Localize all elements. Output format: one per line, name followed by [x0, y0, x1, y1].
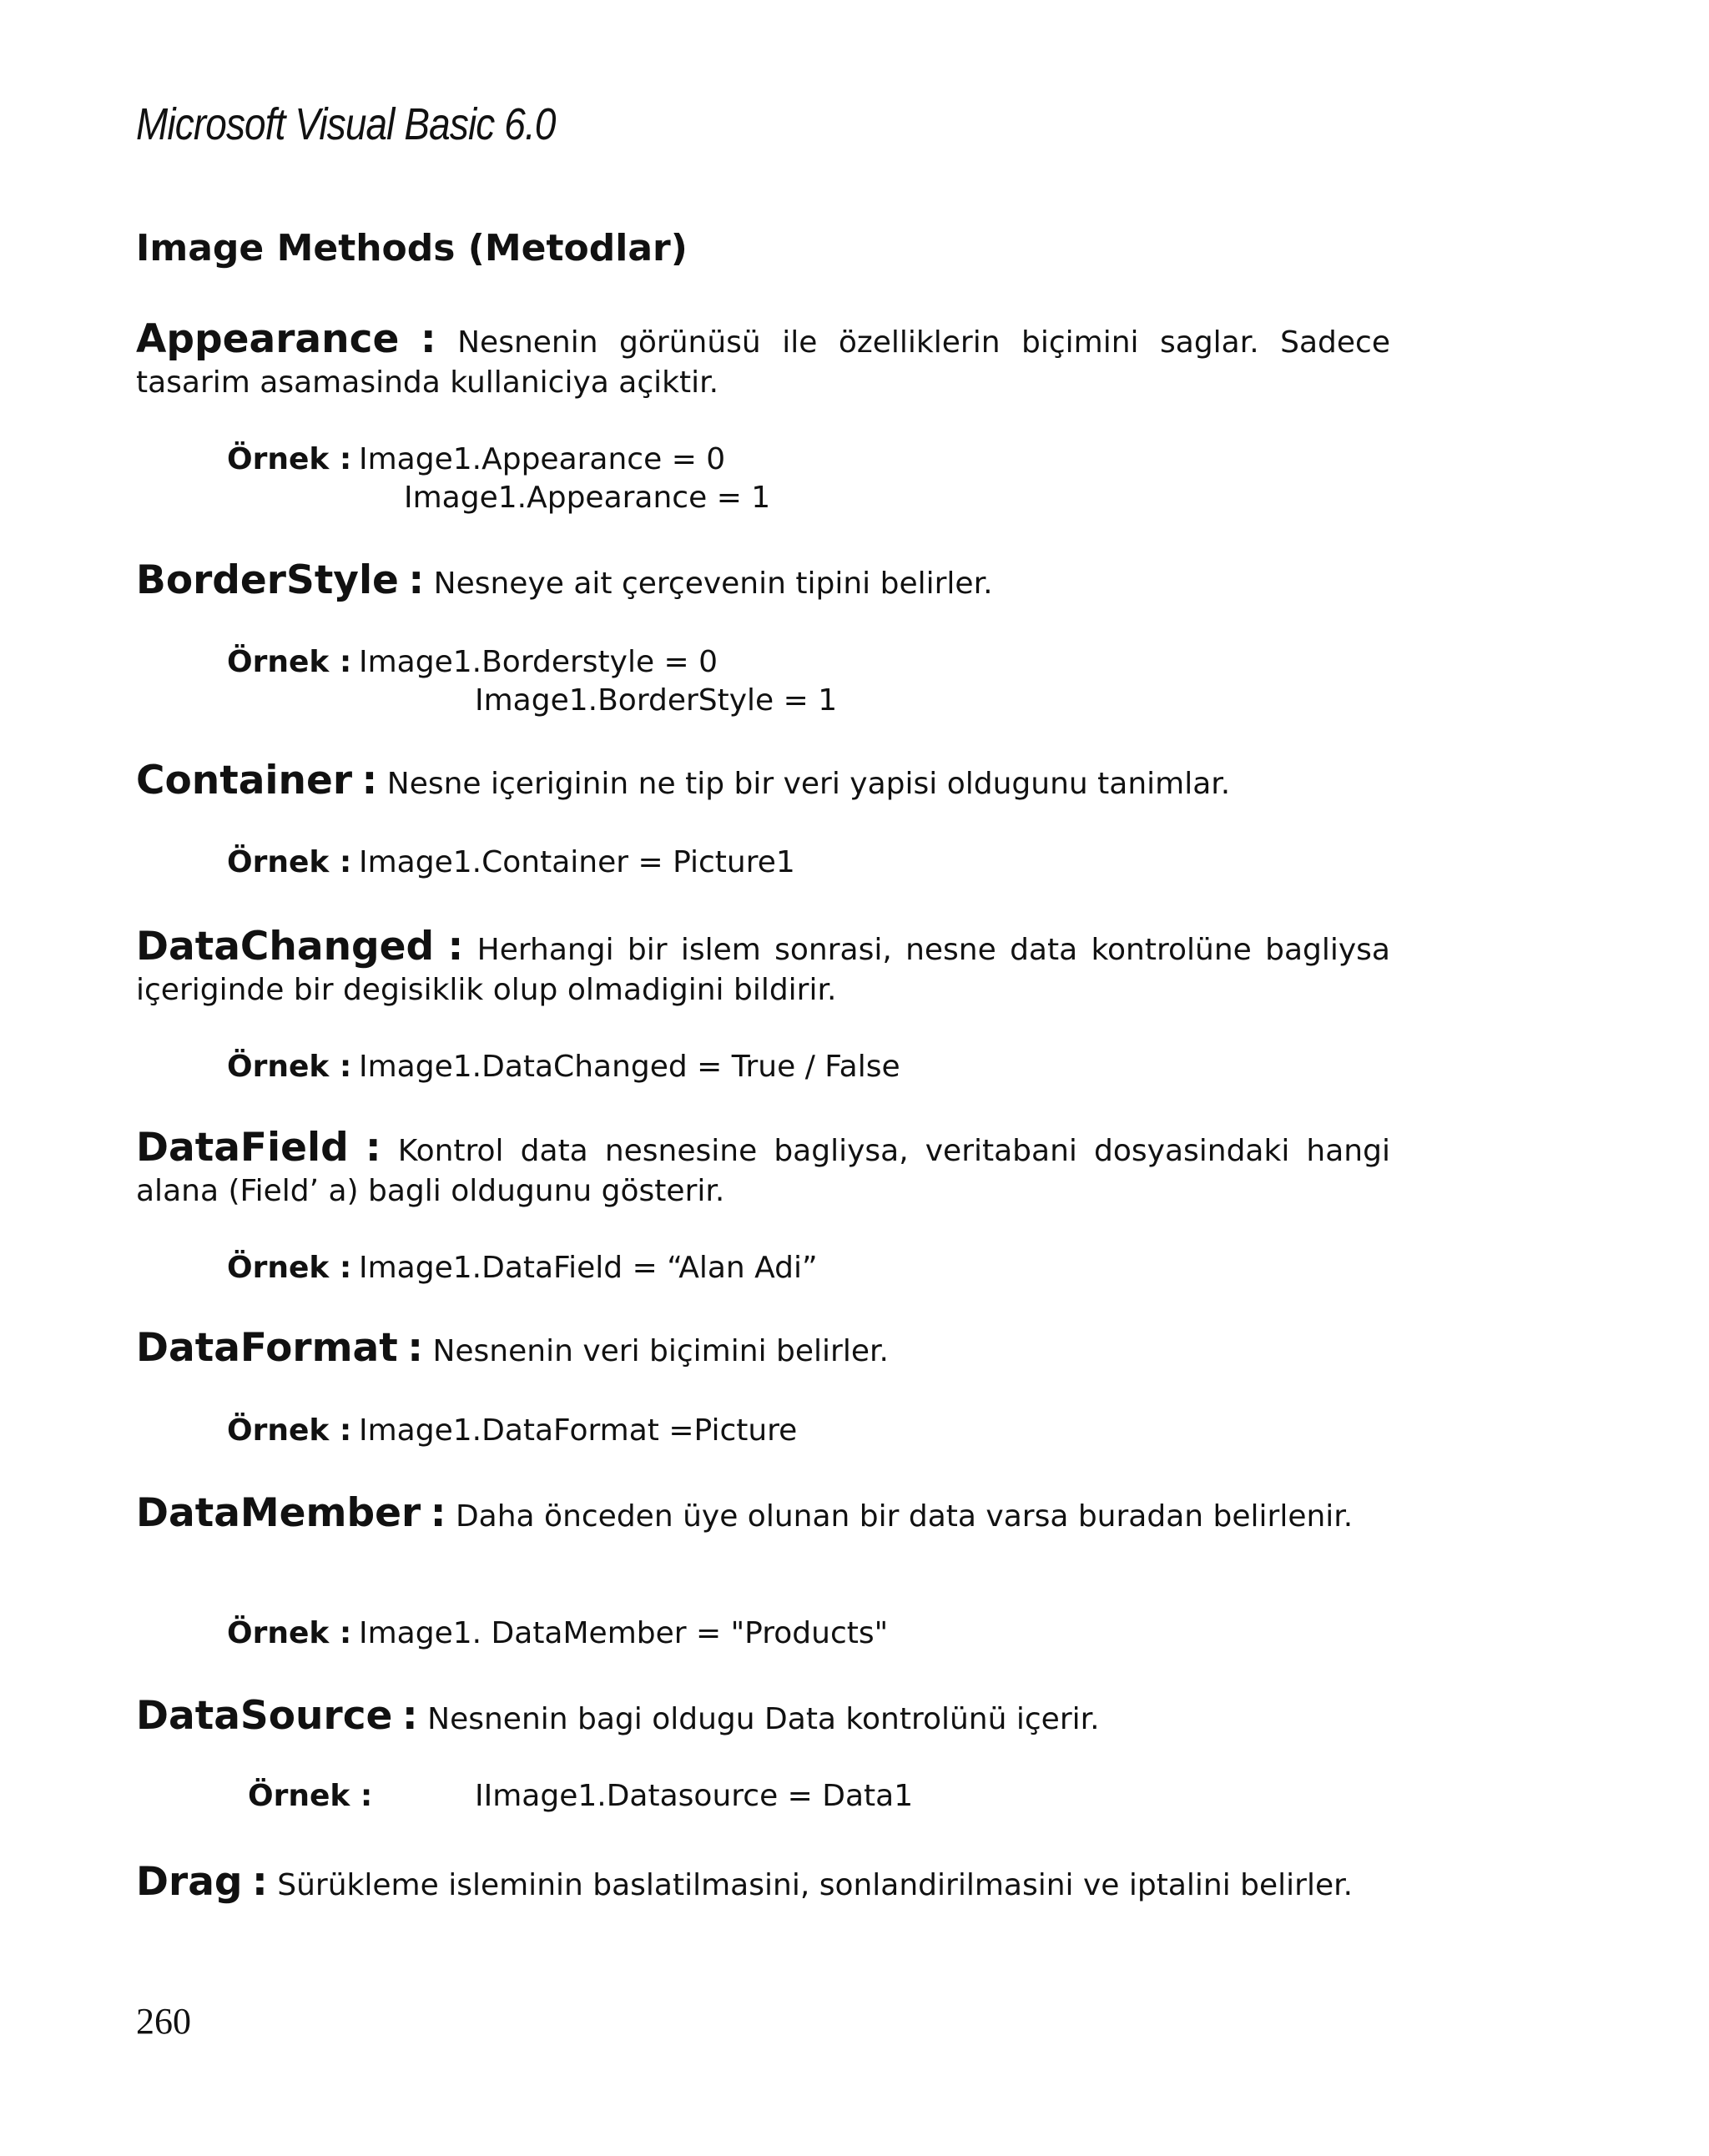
example-line: Image1.Appearance = 0: [359, 442, 726, 476]
entry-separator: :: [407, 1325, 423, 1371]
example-label: Örnek :: [227, 1050, 352, 1084]
example-line: Image1.BorderStyle = 1: [475, 683, 838, 718]
entry-dataformat: [136, 1325, 1390, 1372]
entry-text: [136, 316, 1390, 403]
example-line: Image1. DataMember = "Products": [359, 1616, 889, 1650]
entry-separator: :: [420, 316, 436, 362]
example-label: Örnek :: [227, 845, 352, 879]
entry-term: Container: [136, 758, 353, 803]
entry-description: Daha önceden üye olunan bir data varsa buradan belirlenir.: [455, 1499, 1354, 1534]
example-line: Image1.Appearance = 1: [404, 481, 771, 515]
example-label: Örnek :: [227, 1413, 352, 1448]
entry-text: [136, 1490, 1390, 1537]
example-line: Image1.DataFormat =Picture: [359, 1413, 798, 1448]
entry-text: [136, 1693, 1390, 1740]
entry-term: DataFormat: [136, 1325, 398, 1371]
example-line: Image1.Borderstyle = 0: [359, 645, 718, 679]
entry-description: Nesnenin veri biçimini belirler.: [432, 1334, 889, 1368]
example-line: Image1.DataChanged = True / False: [359, 1050, 900, 1084]
example-line: Image1.DataField = “Alan Adi”: [359, 1251, 818, 1285]
entry-separator: :: [361, 758, 378, 803]
entry-term: DataField: [136, 1125, 349, 1171]
entry-borderstyle: [136, 557, 1390, 604]
entry-datachanged: [136, 924, 1390, 1010]
section-title: Image Methods (Metodlar): [136, 227, 688, 270]
entry-term: BorderStyle: [136, 557, 399, 603]
entry-term: DataMember: [136, 1490, 421, 1536]
entry-separator: :: [401, 1693, 418, 1739]
entry-datamember: [136, 1490, 1390, 1537]
entry-term: DataChanged: [136, 924, 435, 970]
entry-description: Herhangi bir islem sonrasi, nesne data kontrolüne bagliysa içeriginde bir degisiklik olup olmadigini bildirir.: [136, 933, 1390, 1007]
entry-text: [136, 1325, 1390, 1372]
example-label: Örnek :: [248, 1779, 373, 1813]
running-header-title: Microsoft Visual Basic 6.0: [136, 99, 556, 149]
entry-datasource: [136, 1693, 1390, 1740]
entry-separator: :: [408, 557, 425, 603]
entry-text: [136, 1859, 1390, 1906]
entry-text: [136, 924, 1390, 1010]
entry-term: Appearance: [136, 316, 400, 362]
entry-description: Nesnenin görünüsü ile özelliklerin biçimini saglar. Sadece tasarim asamasinda kullaniciya açiktir.: [136, 325, 1390, 400]
entry-text: [136, 557, 1390, 604]
page-number: 260: [136, 2001, 191, 2042]
entry-text: [136, 1125, 1390, 1211]
example-label: Örnek :: [227, 1616, 352, 1650]
entry-description: Kontrol data nesnesine bagliysa, veritabani dosyasindaki hangi alana (Field’ a) bagli oldugunu gösterir.: [136, 1134, 1390, 1208]
entry-container: [136, 758, 1390, 804]
entry-description: Nesneye ait çerçevenin tipini belirler.: [433, 567, 993, 601]
entry-separator: :: [365, 1125, 381, 1171]
example-label: Örnek :: [227, 1251, 352, 1285]
example-label: Örnek :: [227, 645, 352, 679]
example-line: Image1.Container = Picture1: [359, 845, 795, 879]
entry-separator: :: [447, 924, 464, 970]
entry-text: [136, 758, 1390, 804]
entry-description: Nesnenin bagi oldugu Data kontrolünü içerir.: [427, 1702, 1100, 1736]
example-label: Örnek :: [227, 442, 352, 476]
entry-separator: :: [252, 1859, 268, 1905]
entry-drag: [136, 1859, 1390, 1906]
example-line: IImage1.Datasource = Data1: [475, 1779, 914, 1813]
entry-datafield: [136, 1125, 1390, 1211]
entry-description: Sürükleme isleminin baslatilmasini, sonlandirilmasini ve iptalini belirler.: [277, 1868, 1354, 1902]
entry-term: DataSource: [136, 1693, 393, 1739]
entry-term: Drag: [136, 1859, 243, 1905]
entry-description: Nesne içeriginin ne tip bir veri yapisi oldugunu tanimlar.: [386, 767, 1231, 801]
entry-separator: :: [430, 1490, 446, 1536]
entry-appearance: [136, 316, 1390, 403]
